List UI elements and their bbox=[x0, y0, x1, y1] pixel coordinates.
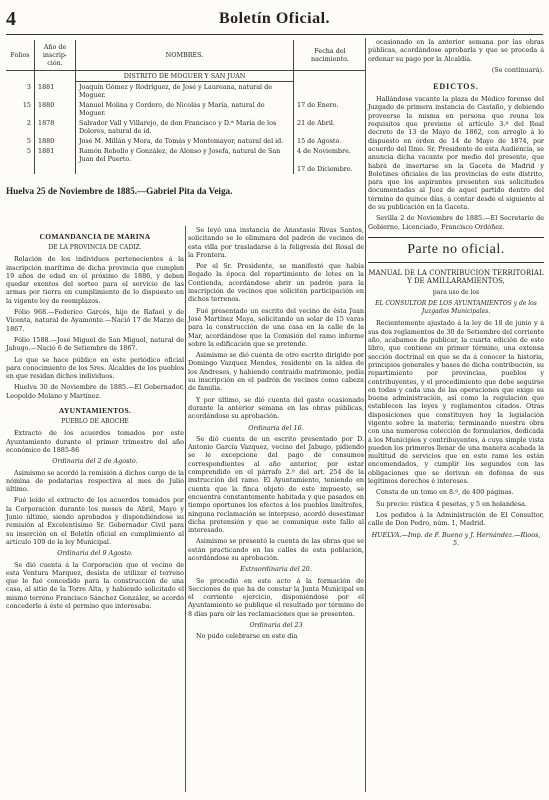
imprint: HUELVA.—Imp. de F. Bueno y J. Hernández.—Rioos, 5. bbox=[371, 530, 541, 547]
page-header bbox=[0, 8, 549, 30]
cell-folio: 15 bbox=[22, 101, 31, 109]
paragraph: ocasionado en la anterior semana por las obras públicas, acordándose aprobarla y que se proceda á ordenar su pago por la Alcaldía. bbox=[368, 38, 544, 63]
section-subheading: DE LA PROVINCIA DE CADIZ. bbox=[48, 244, 142, 251]
paragraph: Y por último, se dió cuenta del gasto ocasionado durante la anterior semana en las obras públicas, acordándose su aprobación. bbox=[188, 395, 364, 421]
th-folios: Folios bbox=[6, 40, 35, 71]
continued-note: (Se continuará). bbox=[491, 65, 544, 74]
manual-subtitle: EL CONSULTOR DE LOS AYUNTAMIENTOS y de los Juzgados Municipales. bbox=[375, 299, 537, 316]
section-title: Parte no oficial. bbox=[368, 237, 544, 263]
newspaper-title: Boletín Oficial. bbox=[218, 10, 331, 27]
cell-folio: 5 bbox=[26, 137, 31, 145]
cell-year bbox=[35, 164, 76, 174]
paragraph: Asimismo se presentó la cuenta de las obras que se están practicando en las calles de esta población, acordándose su aprobación. bbox=[188, 537, 364, 562]
table-row bbox=[6, 164, 366, 174]
paragraph: Los pedidos á la Administración de El Consultor, calle de Don Pedro, núm. 1, Madrid. bbox=[368, 510, 544, 528]
th-birth: Fecha del nacimiento. bbox=[294, 40, 367, 71]
paragraph: Recientemente ajustado á la ley de 18 de junio y á sus dos reglamentos de 30 de Setiembre del corriente año, acabamos de publicar, la cuarta edición de este libro, que contiene en primer término, una extensa sección doctrinal en que se da á conocer la historia, principios generales y bases de dicha contribución, su repartimiento por provincias, pueblos y contribuyentes, y el procedimiento que debe seguirse en todas y cada una de las operaciones que exige su buena administración, así como la regulación que establecen las leyes y reglamentos citados. Otras disposiciones que constituyen hoy la legislación vigente sobre la materia; terminando nuestra obra con una numerosa colección de formularios, dedicada á los Municipios y contribuyentes, á cuya simple vista pueden los primeros llenar de una manera acabada la multitud de servicios que en este ramo les están encomendados, y cumplir los segundos con las obligaciones que se derivan en defensa de sus legítimos derechos é intereses. bbox=[368, 319, 544, 486]
column-divider bbox=[185, 226, 186, 792]
district-name: DISTRITO DE MOGUER Y SAN JUAN bbox=[76, 71, 294, 82]
section-subheading: PUEBLO DE AROCHE bbox=[61, 418, 129, 426]
cell-name bbox=[76, 164, 294, 174]
paragraph: Asimismo se acordó la remisión á dichos cargo de la nómina de podatarias respectiva al mes de Julio último. bbox=[6, 468, 184, 494]
cell-folio: 3 bbox=[26, 82, 31, 91]
cell-year: 1881 bbox=[35, 146, 76, 164]
paragraph: Por el Sr. Presidente, se manifestó que había llegado la época del repartimiento de lotes en la Contienda, acordándose abrir un padrón para la inscripción de vecinos que soliciten participación en dichos terrenos. bbox=[188, 262, 364, 304]
session-heading: Ordinaria del 16. bbox=[248, 423, 304, 432]
paragraph: Lo que se hace público en este periódico oficial para conocimiento de los Sres. Alcaldes de los pueblos en que residan dichos individuos. bbox=[6, 355, 184, 381]
manual-title: MANUAL DE LA CONTRIBUCION TERRITORIAL Y DE AMILLARAMIENTOS, bbox=[368, 268, 544, 286]
paragraph: Fólio 968.—Federico Garcés, hijo de Rafael y de Vicenta, natural de Ayamonte.—Nació 17 de Marzo de 1867. bbox=[6, 308, 184, 333]
cell-name: Salvador Vall y Villarejo, de don Francisco y D.ª María de los Dolores, natural de id. bbox=[76, 118, 294, 136]
cell-year: 1878 bbox=[35, 118, 76, 136]
cell-name: Manuel Molina y Cordero, de Nicolás y María, natural de Moguer. bbox=[76, 100, 294, 118]
paragraph: Hallándose vacante la plaza de Médico forense del Juzgado de primera instancia de Castaño, y debiendo proveerse la misma en persona que reuna los requisitos que previene el artículo 3.º del Real decreto de 13 de Mayo de 1862, con arreglo á lo dispuesto en órden de 14 de Mayo de 1874, por acuerdo del Ilmo. Sr. Presidente de esta Audiencia, se anuncia dicha vacante por medio del presente, que habrá de insertarse en la Gaceta de Madrid y Boletines oficiales de las provincias de este distrito, para que los aspirantes presenten sus solicitudes documentadas al Juez de aquel partido dentro del término de quince días, á contar desde el siguiente al de su publicación en la Gaceta. bbox=[368, 95, 544, 212]
manual-subtitle: para uso de los bbox=[432, 288, 480, 296]
cell-date: 21 de Abril. bbox=[294, 118, 367, 136]
cell-year: 1880 bbox=[35, 100, 76, 118]
cell-name: José M. Millán y Mora, de Tomás y Montemayor, natural del id. bbox=[76, 136, 294, 146]
session-heading: Ordinaria del 2 de Agosto. bbox=[52, 457, 138, 466]
cell-name: Joaquín Gómez y Rodríguez, de José y Laureana, natural de Moguer. bbox=[76, 82, 294, 101]
column-4 bbox=[368, 38, 544, 550]
paragraph: Extracto de los acuerdos tomados por este Ayuntamiento durante el primer trimestre del año económico de 1885-86 bbox=[6, 429, 184, 454]
paragraph: No pudo celebrarse en este día bbox=[196, 632, 298, 641]
th-year: Año de inscrip-ción. bbox=[35, 40, 76, 71]
cell-date: 17 de Diciembre. bbox=[294, 164, 367, 174]
paragraph: Fué presentado un escrito del vecino de ésta Juan José Martínez Maya, solicitando un solar de 15 varas para la construcción de una casa en la calle de la Mar, acordándose que la Comisión del ramo informe sobre la edificación que se pretende. bbox=[188, 306, 364, 348]
cell-date: 15 de Agosto. bbox=[294, 136, 367, 146]
paragraph: Fué leído el extracto de los acuerdos tomados por la Corporación durante los meses de Abril, Mayo y Junio último, siendo aprobados y dispondiéndose su remisión al Excelentísimo Sr. Gobernador Civil para su inserción en el Boletín oficial en cumplimiento al artículo 109 de la ley Municipal. bbox=[6, 496, 184, 546]
paragraph: Sevilla 2 de Noviembre de 1885.—El Secretario de Gobierno, Licenciado, Francisco Ordóñez. bbox=[368, 214, 544, 231]
paragraph: Su precio: rústica 4 pesetas, y 5 en holandesa. bbox=[376, 499, 527, 508]
table-row bbox=[6, 146, 366, 164]
cell-folio: 5 bbox=[26, 147, 31, 155]
table-header-row bbox=[6, 40, 366, 71]
section-heading: COMANDANCIA DE MARINA bbox=[39, 232, 151, 241]
paragraph: Fólio 1588.—José Miguel de San Miguel, natural de Jabugo.—Nació 6 de Setiembre de 1867. bbox=[6, 335, 184, 353]
paragraph: Se dió cuenta á la Corporación que el vecino de esta Ventura Marquez, desista de utilizar el terreno que le fué concedido para la construcción de una casa, al sitio de la Torre Alta, y habiendo solicitado el mismo terreno Francisco Sánchez González, se acordó concederle á éste el permiso que interesaba. bbox=[6, 560, 184, 610]
paragraph: Relación de los individuos pertenecientes á la inscripción marítima de dicha provincia que cumplen 19 años de edad en el próximo de 1886, y deben quedar exentos del sorteo para el servicio de las armas por tierra en cumplimiento de lo dispuesto en la vigente ley de reemplazos. bbox=[6, 255, 184, 305]
cell-date: 17 de Enero. bbox=[294, 100, 367, 118]
header-rule bbox=[6, 34, 543, 35]
cell-folio bbox=[6, 164, 35, 174]
paragraph: Se leyó una instancia de Anastasio Rivas Santos, solicitando se le eliminara del padrón de vecinos de esta villa por trasladarse á la feligresía del Rosal de la Frontera. bbox=[188, 226, 364, 259]
cell-name: Ramón Rebollo y González, de Alonso y Josefa, natural de San Juan del Puerto. bbox=[76, 146, 294, 164]
cell-year: 1881 bbox=[35, 82, 76, 101]
exempt-list-table bbox=[6, 40, 366, 174]
table-row bbox=[6, 82, 366, 101]
cell-year: 1880 bbox=[35, 136, 76, 146]
table-row bbox=[6, 100, 366, 118]
paragraph: Asimismo se dió cuenta de otro escrito dirigido por Domingo Vazquez Mendes, residente en la aldea de los Andreses, y habiendo contraido matrimonio, pedía su inscripción en el padrón de vecinos como cabeza de familia. bbox=[188, 351, 364, 393]
table-row bbox=[6, 136, 366, 146]
paragraph: Consta de un tomo en 8.º, de 400 páginas. bbox=[376, 488, 514, 497]
cell-folio: 2 bbox=[26, 119, 31, 127]
paragraph: Huelva 30 de Noviembre de 1885.—El Gobernador, Leopoldo Molano y Martínez. bbox=[6, 383, 184, 400]
session-heading: Ordinaria del 9 Agosto. bbox=[57, 549, 133, 558]
section-heading: AYUNTAMIENTOS. bbox=[58, 406, 132, 416]
column-divider bbox=[365, 38, 366, 792]
table-row bbox=[6, 118, 366, 136]
th-names: NOMBRES. bbox=[76, 40, 294, 71]
column-1 bbox=[6, 226, 184, 613]
cell-date: 4 de Noviembre. bbox=[294, 146, 367, 164]
session-heading: Ordinaria del 23 bbox=[249, 621, 303, 630]
paragraph: Se procedió en este acto á la formación de Secciones de que ha de constar la Junta Municipal en el corriente ejercicio, disponiéndose por el Ayuntamiento se publique el resultado por término de 8 días para oír las reclamaciones que se presenten. bbox=[188, 576, 364, 618]
district-row bbox=[6, 71, 366, 82]
table-signature: Huelva 25 de Noviembre de 1885.—Gabriel Pita da Veiga. bbox=[6, 186, 233, 196]
session-heading: Extraordinaria del 20. bbox=[240, 565, 312, 574]
page-number: 4 bbox=[6, 8, 16, 30]
column-2 bbox=[188, 226, 364, 644]
cell-date bbox=[294, 82, 367, 101]
section-heading: EDICTOS. bbox=[433, 82, 479, 92]
paragraph: Se dió cuenta de un escrito presentado por D. Antonio García Vazquez, vecino del Jabugo, pidiendo se le excepcione del pago de consumos correspondientes al año anterior, por estar comprendido en el párrafo 2.º del art. 254 de la instrucción del ramo. El Ayuntamiento, teniendo en cuenta que la finca objeto de este impuesto, se encuentra constantemente habitada y que pasados en tiempo oportunos los efectos á los pueblos limítrofes, ninguna reclamación se interpuso, acordó desestimar dicha pretensión y que se comunique este fallo al interesado. bbox=[188, 434, 364, 535]
